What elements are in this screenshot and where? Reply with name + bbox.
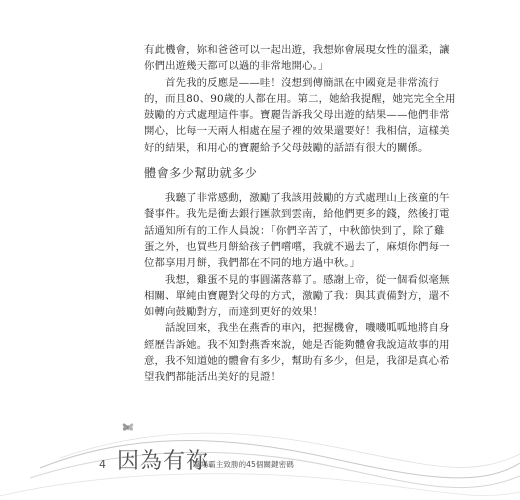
text-line: 話說回來，我坐在燕香的車內，把握機會，嘰嘰呱呱地將自身 [165, 322, 450, 335]
text-line: 開心，比每一天兩人相處在屋子裡的效果還要好！我相信，這樣美 [144, 125, 450, 138]
book-subtitle: 職場霸主致勝的45個關鍵密碼 [193, 460, 294, 469]
paragraph [144, 272, 450, 321]
body-text [0, 42, 520, 386]
text-line: 望我們都能活出美好的見證！ [144, 371, 282, 384]
text-line: 蛋之外，也買些月餅給孩子們嚐嚐，我就不過去了，麻煩你們每一 [144, 240, 450, 253]
text-line: 意，我不知道她的體會有多少，幫助有多少，但是，我卻是真心希 [144, 355, 450, 368]
text-line: 的，而且80、90歲的人都在用。第二，她給我提醒，她完完全全用 [144, 92, 456, 105]
page-number: 4 [99, 458, 106, 471]
butterfly-icon [121, 420, 135, 434]
paragraph [144, 190, 450, 271]
paragraph [144, 42, 450, 75]
text-line: 有此機會，妳和爸爸可以一起出遊，我想妳會展現女性的溫柔，讓 [144, 44, 450, 56]
text-line: 你們出遊幾天都可以過的非常地開心。」 [144, 60, 329, 73]
section-heading: 體會多少幫助就多少 [144, 166, 258, 181]
text-line: 相關、單純由寶麗對父母的方式，激勵了我：與其責備對方，還不 [144, 289, 450, 302]
text-line: 話通知所有的工作人員說：「你們辛苦了，中秋節快到了，除了雞 [144, 224, 445, 237]
text-line: 我想，雞蛋不見的事圓滿落幕了。感謝上帝，從一個看似毫無 [165, 273, 450, 286]
paragraph [144, 75, 456, 156]
text-line: 我聽了非常感動，激勵了我該用鼓勵的方式處理山上孩童的午 [165, 192, 450, 205]
paragraph [144, 320, 450, 385]
text-line: 餐事件。我先是衝去銀行匯款到雲南，給他們更多的錢，然後打電 [144, 208, 450, 221]
book-title-logo [117, 444, 407, 484]
book-title: 因為有祢 [117, 449, 210, 474]
text-line: 位都享用月餅，我們都在不同的地方過中秋。」 [144, 257, 361, 270]
text-line: 鼓勵的方式處理這件事。寶麗告訴我父母出遊的結果——他們非常 [144, 109, 450, 122]
text-line: 好的結果，和用心的寶麗給予父母鼓勵的話語有很大的關係。 [144, 141, 429, 154]
text-line: 如轉向鼓勵對方，而達到更好的效果！ [144, 306, 324, 319]
text-line: 首先我的反應是——哇！沒想到傳簡訊在中國竟是非常流行 [165, 76, 440, 89]
text-line: 經歷告訴她。我不知對燕香來說，她是否能夠體會我說這故事的用 [144, 338, 450, 351]
